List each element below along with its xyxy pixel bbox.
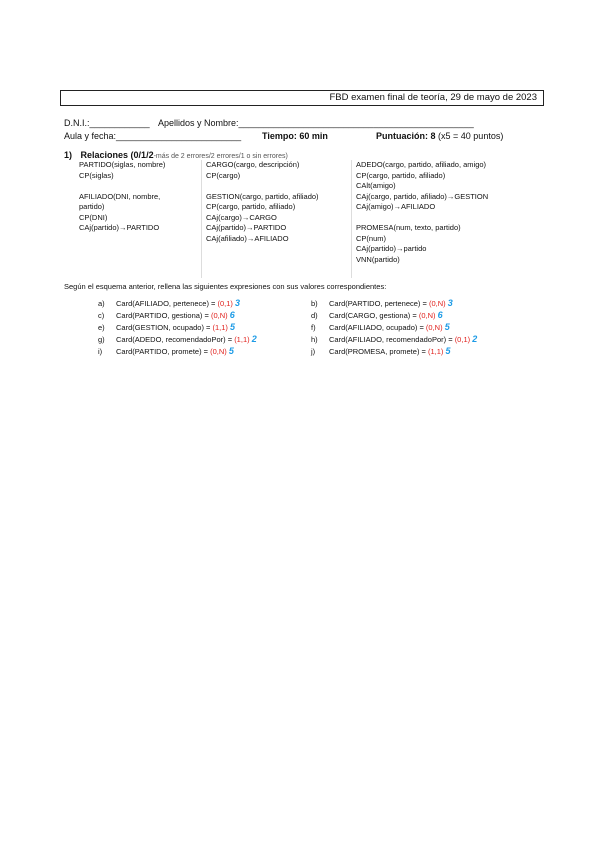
answer-label: f) bbox=[311, 323, 316, 332]
answer-row-a bbox=[98, 298, 240, 308]
puntuacion bbox=[376, 131, 503, 141]
grade-mark: 5 bbox=[444, 322, 450, 332]
dni-label: D.N.I.: bbox=[64, 118, 90, 128]
answer-value: (1,1) bbox=[234, 335, 250, 344]
answer-label: e) bbox=[98, 323, 105, 332]
schema-column-1 bbox=[79, 160, 201, 278]
answer-expression: Card(CARGO, gestiona) = bbox=[329, 311, 419, 320]
schema-line bbox=[356, 213, 516, 224]
answer-label: a) bbox=[98, 299, 105, 308]
answer-value: (1,1) bbox=[212, 323, 228, 332]
tiempo: Tiempo: 60 min bbox=[262, 131, 328, 141]
schema-line: CAj(partido)→partido bbox=[356, 244, 427, 253]
grade-mark: 3 bbox=[447, 298, 453, 308]
schema-line: CARGO(cargo, descripción) bbox=[206, 160, 300, 169]
aula-blank: _________________________ bbox=[116, 131, 242, 141]
answer-row-h bbox=[311, 334, 477, 344]
answer-row-f bbox=[311, 322, 450, 332]
answer-row-i bbox=[98, 346, 234, 356]
answer-row-c bbox=[98, 310, 235, 320]
schema-line: CAj(cargo)→CARGO bbox=[206, 212, 277, 222]
answer-label: b) bbox=[311, 299, 318, 308]
schema-line: CP(num) bbox=[356, 233, 387, 243]
schema-line: CP(cargo) bbox=[206, 170, 241, 180]
answer-value: (0,N) bbox=[418, 311, 436, 320]
puntuacion-extra: (x5 = 40 puntos) bbox=[438, 131, 504, 141]
schema-line: VNN(partido) bbox=[356, 254, 400, 264]
schema-line: ADEDO(cargo, partido, afiliado, amigo) bbox=[356, 160, 487, 169]
schema-line: CAlt(amigo) bbox=[356, 181, 396, 190]
schema-line: CAj(afiliado)→AFILIADO bbox=[206, 233, 289, 243]
exam-title: FBD examen final de teoría, 29 de mayo de 2023 bbox=[329, 92, 537, 103]
name-label: Apellidos y Nombre: bbox=[158, 118, 239, 128]
answer-value: (0,1) bbox=[217, 299, 233, 308]
schema-line: PROMESA(num, texto, partido) bbox=[356, 223, 461, 232]
grade-mark: 5 bbox=[230, 322, 236, 332]
answer-expression: Card(PARTIDO, promete) = bbox=[116, 347, 211, 356]
section-subtitle: -más de 2 errores/2 errores/1 o sin errores) bbox=[153, 153, 288, 160]
section-heading bbox=[64, 150, 288, 160]
grade-mark: 5 bbox=[228, 346, 234, 356]
grade-mark: 3 bbox=[235, 298, 241, 308]
schema-line: CAj(amigo)→AFILIADO bbox=[356, 202, 436, 211]
answer-expression: Card(PROMESA, promete) = bbox=[329, 347, 428, 356]
schema-line: GESTION(cargo, partido, afiliado) bbox=[206, 191, 319, 201]
answer-row-j bbox=[311, 346, 451, 356]
answer-row-b bbox=[311, 298, 453, 308]
schema-column-2 bbox=[201, 160, 354, 278]
aula-label: Aula y fecha: bbox=[64, 131, 117, 141]
section-number: 1) bbox=[64, 150, 73, 160]
grade-mark: 6 bbox=[229, 310, 235, 320]
aula-field bbox=[64, 131, 241, 141]
grade-mark: 2 bbox=[472, 334, 478, 344]
dni-blank: ____________ bbox=[89, 118, 150, 128]
answer-label: d) bbox=[311, 311, 318, 320]
instruction-text: Según el esquema anterior, rellena las siguientes expresiones con sus valores correspondientes: bbox=[64, 282, 387, 291]
answer-value: (0,N) bbox=[210, 311, 228, 320]
schema-line bbox=[79, 181, 201, 192]
answer-label: h) bbox=[311, 335, 318, 344]
answer-expression: Card(AFILIADO, ocupado) = bbox=[329, 323, 426, 332]
answer-value: (0,N) bbox=[428, 299, 446, 308]
schema-line: CP(DNI) bbox=[79, 212, 108, 222]
answer-label: c) bbox=[98, 311, 105, 320]
answer-label: g) bbox=[98, 335, 105, 344]
puntuacion-label: Puntuación: 8 bbox=[376, 131, 436, 141]
grade-mark: 6 bbox=[437, 310, 443, 320]
answer-value: (0,N) bbox=[425, 323, 443, 332]
answer-expression: Card(AFILIADO, recomendadoPor) = bbox=[329, 335, 455, 344]
name-field bbox=[158, 118, 474, 128]
schema-line: CAj(cargo, partido, afiliado)→GESTION bbox=[356, 191, 489, 201]
answer-row-d bbox=[311, 310, 443, 320]
schema-line: CAj(partido)→PARTIDO bbox=[79, 223, 160, 232]
answer-expression: Card(PARTIDO, gestiona) = bbox=[116, 311, 211, 320]
answer-label: i) bbox=[98, 347, 103, 356]
section-title: Relaciones (0/1/2 bbox=[80, 150, 154, 160]
schema-line: AFILIADO(DNI, nombre, bbox=[79, 191, 161, 201]
schema-line: CP(cargo, partido, afiliado) bbox=[206, 202, 296, 211]
schema-line: CP(cargo, partido, afiliado) bbox=[356, 170, 446, 180]
schema-columns bbox=[79, 160, 513, 278]
schema-line: CAj(partido)→PARTIDO bbox=[206, 223, 287, 232]
schema-line: PARTIDO(siglas, nombre) bbox=[79, 160, 166, 169]
dni-field bbox=[64, 118, 150, 128]
schema-line: CP(siglas) bbox=[79, 170, 114, 180]
answer-expression: Card(AFILIADO, pertenece) = bbox=[116, 299, 218, 308]
name-blank: _______________________________________________ bbox=[238, 118, 474, 128]
answer-expression: Card(GESTION, ocupado) = bbox=[116, 323, 213, 332]
schema-line bbox=[206, 181, 354, 192]
answer-row-g bbox=[98, 334, 257, 344]
answer-expression: Card(PARTIDO, pertenece) = bbox=[329, 299, 429, 308]
answer-row-e bbox=[98, 322, 235, 332]
answer-value: (0,N) bbox=[210, 347, 227, 356]
answer-label: j) bbox=[311, 347, 316, 356]
exam-header-box bbox=[60, 90, 544, 106]
schema-line: partido) bbox=[79, 202, 105, 211]
grade-mark: 2 bbox=[251, 334, 257, 344]
grade-mark: 5 bbox=[445, 346, 451, 356]
answer-value: (1,1) bbox=[428, 347, 444, 356]
answer-value: (0,1) bbox=[454, 335, 471, 344]
schema-column-3 bbox=[351, 160, 516, 278]
answer-expression: Card(ADEDO, recomendadoPor) = bbox=[116, 335, 235, 344]
